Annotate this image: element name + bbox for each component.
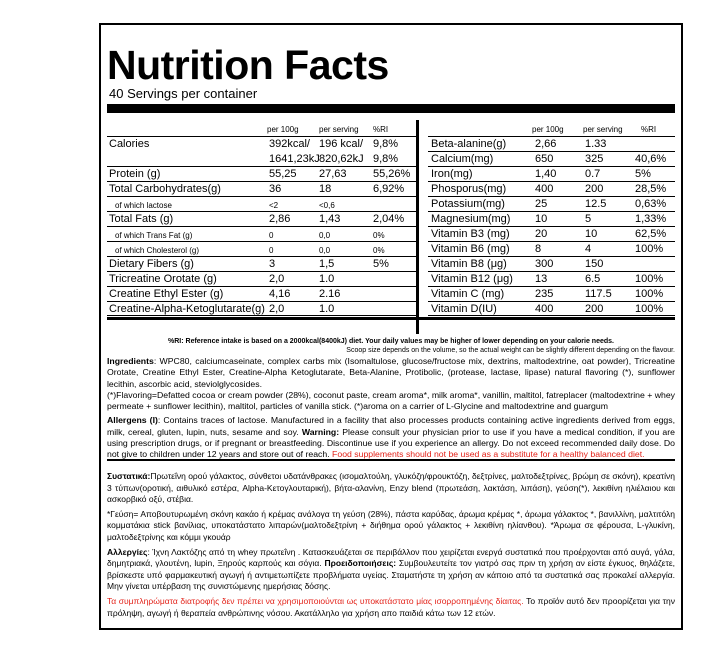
greek-allergens-text: : Ίχνη Λακτόζης από τη whey πρωτεΐνη . Κατασκευάζεται σε περιβάλλον που χειρίζεται ενεργά συστατικά που προέρχονται από αυγά, γάλα, δημητριακά, γλουτένη, lupin, Ξηρούς καρπούς και σόγια. xyxy=(107,546,675,569)
value-per-serving: 1.0 xyxy=(319,273,335,285)
greek-ingredients xyxy=(107,471,675,506)
greek-allergens xyxy=(107,547,675,593)
flavoring-text: (*)Flavoring=Defatted cocoa or cream powder (28%), coconut paste, cream aroma*, milk aroma*, vanillin, maltitol, fatreplacer (maltodextrine + whey permeate + sunflower lecithin), maltitol, particles of vanilla stick. (*)aroma on a carrier of L-Glycine and maltodextrine and guargum xyxy=(107,389,675,412)
nutrient-row xyxy=(107,241,419,256)
warning-label: Warning: xyxy=(301,426,340,437)
value-per-100g: 2,86 xyxy=(269,213,291,225)
value-per-100g: 2,0 xyxy=(269,273,285,285)
nutrient-row xyxy=(107,196,419,211)
value-per-100g: 650 xyxy=(535,153,554,165)
header-per-100g: per 100g xyxy=(267,125,299,134)
value-per-100g: 36 xyxy=(269,183,282,195)
value-ri: 100% xyxy=(635,243,664,255)
nutrient-name: Dietary Fibers (g) xyxy=(109,258,194,270)
label-title: Nutrition Facts xyxy=(107,42,389,88)
value-per-100g: 1641,23kJ xyxy=(269,153,320,165)
nutrient-name: Vitamin B8 (μg) xyxy=(431,258,507,270)
nutrient-row xyxy=(428,301,675,316)
value-per-100g: 4,16 xyxy=(269,288,291,300)
value-per-serving: 0.7 xyxy=(585,168,601,180)
nutrient-name: Creatine-Alpha-Ketoglutarate(g) xyxy=(109,303,265,315)
value-per-serving: 10 xyxy=(585,228,598,240)
value-per-serving: 200 xyxy=(585,303,604,315)
value-per-serving: 117.5 xyxy=(585,288,612,300)
nutrient-name: of which Cholesterol (g) xyxy=(115,246,200,255)
value-per-100g: 235 xyxy=(535,288,554,300)
nutrient-name: Calcium(mg) xyxy=(431,153,494,165)
nutrient-row xyxy=(428,196,675,211)
value-ri: 55,26% xyxy=(373,168,411,180)
nutrient-name: of which Trans Fat (g) xyxy=(115,231,193,240)
greek-flavor-text: *Γεύση= Αποβουτυρωμένη σκόνη κακάο ή κρέμας ανάλογα τη γεύση (28%), πάστα καρύδας, άρωμα κρέμας *, άρωμα γάλακτος *, βανιλλίνη, μαλτιτόλη κομματάκια stick βανίλιας, υποκατάστατο λιπαρών(μαλτοδεξτρίνη + διήθημα ορού γάλακτος + λεκιθίνη ηλίανθου). *Άρωμα σε φέρουσα, L-γλυκίνη, μαλτοδεξτρίνης και κόμμι γκουάρ xyxy=(107,508,675,542)
english-info xyxy=(107,337,675,461)
value-per-100g: 400 xyxy=(535,183,554,195)
value-per-100g: 0 xyxy=(269,246,274,255)
nutrient-row xyxy=(107,256,419,271)
value-per-serving: 4 xyxy=(585,243,592,255)
nutrient-row xyxy=(107,271,419,286)
greek-ingredients-label: Συστατικά: xyxy=(107,471,151,481)
value-per-100g: 3 xyxy=(269,258,276,270)
value-ri: 28,5% xyxy=(635,183,667,195)
nutrient-name: Phosporus(mg) xyxy=(431,183,507,195)
nutrient-row xyxy=(428,181,675,196)
value-per-serving: 5 xyxy=(585,213,592,225)
language-divider xyxy=(107,459,675,461)
nutrient-name: Vitamin B12 (μg) xyxy=(431,273,513,285)
value-per-serving: 196 kcal/ xyxy=(319,138,364,150)
value-ri: 100% xyxy=(635,273,664,285)
header-ri: %RI xyxy=(641,125,657,134)
nutrient-name: of which lactose xyxy=(115,201,172,210)
value-ri: 100% xyxy=(635,303,664,315)
nutrient-row xyxy=(107,226,419,241)
value-per-100g: <2 xyxy=(269,201,279,210)
value-per-serving: 27,63 xyxy=(319,168,347,180)
nutrient-name: Beta-alanine(g) xyxy=(431,138,507,150)
value-per-100g: 392kcal/ xyxy=(269,138,310,150)
value-per-serving: 200 xyxy=(585,183,604,195)
value-per-serving: 12.5 xyxy=(585,198,607,210)
value-ri: 1,33% xyxy=(635,213,667,225)
greek-final xyxy=(107,596,675,619)
value-ri: 0,63% xyxy=(635,198,667,210)
nutrient-name: Calories xyxy=(109,138,150,150)
greek-allergens-label: Αλλεργίες xyxy=(107,546,148,557)
nutrient-row xyxy=(428,151,675,166)
nutrient-name: Iron(mg) xyxy=(431,168,473,180)
greek-flavor xyxy=(107,509,675,544)
nutrient-name: Creatine Ethyl Ester (g) xyxy=(109,288,224,300)
value-ri: 9,8% xyxy=(373,138,399,150)
greek-info xyxy=(107,471,675,622)
value-per-serving: 1,43 xyxy=(319,213,341,225)
nutrient-row xyxy=(428,271,675,286)
nutrient-row xyxy=(428,256,675,271)
value-per-100g: 400 xyxy=(535,303,554,315)
value-ri: 0% xyxy=(373,246,385,255)
nutrient-row xyxy=(428,211,675,226)
value-per-100g: 25 xyxy=(535,198,548,210)
nutrient-name: Magnesium(mg) xyxy=(431,213,511,225)
value-ri: 5% xyxy=(635,168,651,180)
value-ri: 6,92% xyxy=(373,183,405,195)
warning-text: Please consult your physician prior to use if you have a medical condition, if you are using prescription drugs, or if pregnant or breastfeeding. Discontinue use if you experience an allergy. Do not exceed recommended daily dose. Do not give to children under 12 years and store out of reach. xyxy=(107,426,675,460)
header-per-serving: per serving xyxy=(319,125,359,134)
value-per-100g: 300 xyxy=(535,258,554,270)
table-bottom-rule xyxy=(107,317,675,320)
nutrient-name: Tricreatine Orotate (g) xyxy=(109,273,217,285)
nutrient-name: Total Fats (g) xyxy=(109,213,174,225)
scoop-note: Scoop size depends on the volume, so the actual weight can be slightly different depending on the flavour. xyxy=(346,347,675,354)
value-ri: 0% xyxy=(373,231,385,240)
nutrient-name: Vitamin B3 (mg) xyxy=(431,228,510,240)
value-per-serving: 1.0 xyxy=(319,303,335,315)
value-per-serving: 1,5 xyxy=(319,258,335,270)
value-per-100g: 0 xyxy=(269,231,274,240)
value-per-serving: 6.5 xyxy=(585,273,601,285)
nutrient-name: Vitamin C (mg) xyxy=(431,288,505,300)
value-ri: 62,5% xyxy=(635,228,667,240)
top-thick-rule xyxy=(107,104,675,113)
nutrient-name: Protein (g) xyxy=(109,168,161,180)
greek-warning-text: Συμβουλευτείτε τον γιατρό σας πριν τη χρήση αν είστε έγκυος, θηλάζετε, βρίσκεστε υπό φαρμακευτική αγωγή ή αντιμετωπίζετε προβλήματα υγείας. Σταματήστε τη χρήση αν κάποιο από τα συστατικά σας προκαλεί αλλεργία. Μην γίνεται υπέρβαση της συνιστώμενης ημερήσιας δόσης. xyxy=(107,558,675,592)
value-per-100g: 20 xyxy=(535,228,548,240)
nutrient-row xyxy=(428,241,675,256)
nutrition-label xyxy=(99,23,683,630)
macro-table-header xyxy=(107,120,419,136)
nutrient-name: Potassium(mg) xyxy=(431,198,505,210)
value-per-100g: 2,66 xyxy=(535,138,557,150)
value-per-100g: 8 xyxy=(535,243,542,255)
ri-note: %RI: Reference intake is based on a 2000kcal(8400kJ) diet. Your daily values may be higher of lower depending on your calorie needs. xyxy=(168,338,614,345)
macro-table xyxy=(107,120,419,316)
header-per-100g: per 100g xyxy=(532,125,564,134)
nutrient-row xyxy=(107,211,419,226)
micro-table xyxy=(428,120,675,316)
ingredients-label: Ingredients xyxy=(107,356,154,366)
nutrient-row xyxy=(428,166,675,181)
nutrient-row xyxy=(107,286,419,301)
flavoring-paragraph xyxy=(107,390,675,413)
nutrient-row xyxy=(428,226,675,241)
nutrient-row xyxy=(428,136,675,151)
nutrient-row xyxy=(107,151,419,166)
value-per-serving: 1.33 xyxy=(585,138,607,150)
value-per-serving: 325 xyxy=(585,153,604,165)
allergens-label: Allergens (I) xyxy=(107,415,158,426)
value-per-serving: <0,6 xyxy=(319,201,335,210)
value-per-100g: 55,25 xyxy=(269,168,297,180)
nutrient-row xyxy=(107,136,419,151)
header-ri: %RI xyxy=(373,125,389,134)
greek-ingredients-text: Πρωτεΐνη ορού γάλακτος, σύνθετοι υδατάνθρακες (ισομαλτούλη, γλυκόζη/φρουκτόζη, δεξτρίνες, μαλτοδεξτρίνες, βρώμη σε σκόνη), κρεατίνη 3 τύπων(οροτική, αιθυλικό εστέρα, Alpha-Κετογλουταρική), βήτα-αλανίνη, Enzy blend (πρωτεάση, λακτάση, λιπάση), γεύση(*), λεκιθίνη ηλιέλαιου και ασκορβικό οξύ, στέβια. xyxy=(107,471,675,505)
nutrient-name: Vitamin D(IU) xyxy=(431,303,497,315)
value-per-serving: 18 xyxy=(319,183,332,195)
value-per-serving: 0,0 xyxy=(319,231,331,240)
micro-table-header xyxy=(428,120,675,136)
allergens-text: : Contains traces of lactose. Manufactured in a facility that also processes products containing active ingredients derived from eggs, milk, cereal, gluten, lupin, nuts, sesame and soy. xyxy=(107,415,675,437)
nutrient-name: Vitamin B6 (mg) xyxy=(431,243,510,255)
servings-per-container: 40 Servings per container xyxy=(109,86,258,101)
table-separator xyxy=(416,120,419,334)
nutrient-row xyxy=(107,181,419,196)
greek-final-text: Το προϊόν αυτό δεν προορίζεται για την πρόληψη, αγωγή ή θεραπεία ανθρώπινης νόσου. Ακατάλληλο για χρήση απο παιδιά κάτω των 12 ετών. xyxy=(107,595,675,618)
value-per-serving: 0,0 xyxy=(319,246,331,255)
value-per-serving: 820,62kJ xyxy=(319,153,364,165)
header-per-serving: per serving xyxy=(583,125,623,134)
value-ri: 5% xyxy=(373,258,389,270)
nutrient-row xyxy=(428,286,675,301)
nutrient-row xyxy=(107,166,419,181)
value-per-100g: 13 xyxy=(535,273,548,285)
greek-warning-label: Προειδοποιήσεις: xyxy=(324,558,397,569)
value-ri: 2,04% xyxy=(373,213,405,225)
allergens-paragraph xyxy=(107,415,675,460)
value-per-serving: 150 xyxy=(585,258,604,270)
value-ri: 9,8% xyxy=(373,153,399,165)
value-per-serving: 2.16 xyxy=(319,288,341,300)
value-ri: 40,6% xyxy=(635,153,667,165)
nutrient-row xyxy=(107,301,419,316)
ingredients-text: : WPC80, calciumcaseinate, complex carbs mix (Isomaltulose, glucose/fructose mix, dextrins, maltodextrine, oat powder), Tricreatine Orotate, Creatine Ethyl Ester, Creatine-Alpha Ketoglutarate, Beta-Alanine, Protibolic, (protease, lactase, lipase) natural flavoring (*), sunflower lecithin, ascorbic acid, steviolglycosides. xyxy=(107,356,675,389)
value-per-100g: 2,0 xyxy=(269,303,285,315)
value-per-100g: 1,40 xyxy=(535,168,557,180)
ingredients-paragraph xyxy=(107,356,675,390)
value-ri: 100% xyxy=(635,288,664,300)
nutrient-name: Total Carbohydrates(g) xyxy=(109,183,221,195)
greek-red-text: Τα συμπληρώματα διατροφής δεν πρέπει να χρησιμοποιούνται ως υποκατάστατο μίας ισορροπημένης δίαιτας. xyxy=(107,595,524,606)
warning-red-text: Food supplements should not be used as a substitute for a healthy balanced diet. xyxy=(329,449,645,460)
value-per-100g: 10 xyxy=(535,213,548,225)
